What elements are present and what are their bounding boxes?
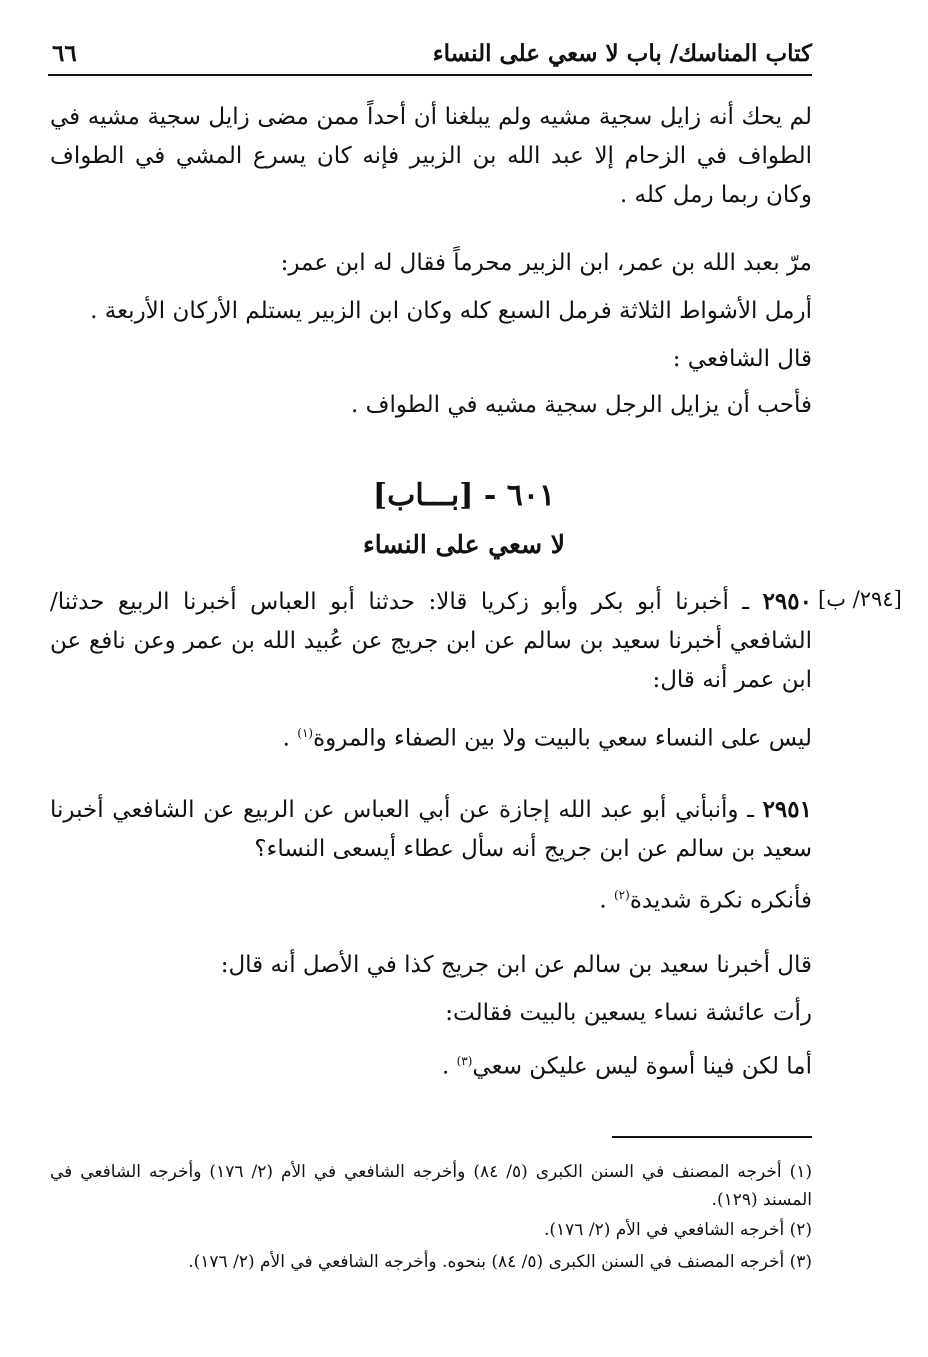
intro-paragraph: لم يحك أنه زايل سجية مشيه ولم يبلغنا أن أحداً ممن مضى زايل سجية مشيه في الطواف في الزحام إلا عبد الله بن الزبير فإنه كان يسرع المشي في الطواف وكان ربما رمل كله . [50,104,812,208]
body-line-2: أرمل الأشواط الثلاثة فرمل السبع كله وكان ابن الزبير يستلم الأركان الأربعة . [90,298,812,324]
hadith-number: ٢٩٥٠ [762,588,812,615]
hadith-2950 [50,582,812,700]
body-line-3: قال الشافعي : [672,346,812,372]
closing-line-1: قال أخبرنا سعيد بن سالم عن ابن جريج كذا في الأصل أنه قال: [220,952,812,978]
closing-quote-end: . [441,1053,457,1080]
footnote-3: (٣) أخرجه المصنف في السنن الكبرى (٥/ ٨٤) بنحوه. وأخرجه الشافعي في الأم (٢/ ١٧٦). [188,1252,812,1272]
body-line-1: مرّ بعبد الله بن عمر، ابن الزبير محرماً فقال له ابن عمر: [280,250,812,276]
chapter-title: لا سعي على النساء [362,530,566,559]
hadith-2951-quote [599,880,812,916]
footnote-2: (٢) أخرجه الشافعي في الأم (٢/ ١٧٦). [543,1220,812,1240]
running-title: كتاب المناسك/ باب لا سعي على النساء [432,40,812,67]
footnote-marker: (٢) [613,888,630,902]
body-line-4: فأحب أن يزايل الرجل سجية مشيه في الطواف . [351,392,812,418]
footnote-marker: (١) [297,726,314,740]
manuscript-folio-ref: [٢٩٤/ ب] [818,587,902,611]
footnote-1: (١) أخرجه المصنف في السنن الكبرى (٥/ ٨٤) وأخرجه الشافعي في الأم (٢/ ١٧٦) وأخرجه الشافعي في المسند (١٢٩). [50,1162,812,1210]
page-number: ٦٦ [52,40,77,67]
chapter-number: ٦٠١ - [بـــاب] [372,478,556,513]
hadith-number: ٢٩٥١ [762,796,812,823]
quote-end: . [599,887,614,914]
closing-line-3 [442,1046,812,1082]
hadith-text: ـ أخبرنا أبو بكر وأبو زكريا قالا: حدثنا أبو العباس أخبرنا الربيع حدثنا/ الشافعي أخبرنا سعيد بن سالم عن ابن جريج عن عُبيد الله بن عمر وعن نافع عن ابن عمر أنه قال: [50,589,812,693]
footnote-marker: (٣) [456,1054,473,1068]
footnote-divider [612,1136,812,1138]
closing-quote: أما لكن فينا أسوة ليس عليكن سعي [472,1053,812,1080]
page-header [48,34,812,76]
hadith-2951 [50,790,812,869]
closing-line-2: رأت عائشة نساء يسعين بالبيت فقالت: [445,1000,812,1026]
hadith-text: ـ وأنبأني أبو عبد الله إجازة عن أبي العباس عن الربيع عن الشافعي أخبرنا سعيد بن سالم عن ابن جريج أنه سأل عطاء أيسعى النساء؟ [50,797,812,862]
quote-text: ليس على النساء سعي بالبيت ولا بين الصفاء والمروة [313,725,812,752]
hadith-2950-quote [283,718,812,754]
quote-end: . [282,725,298,752]
quote-text: فأنكره نكرة شديدة [629,887,812,914]
